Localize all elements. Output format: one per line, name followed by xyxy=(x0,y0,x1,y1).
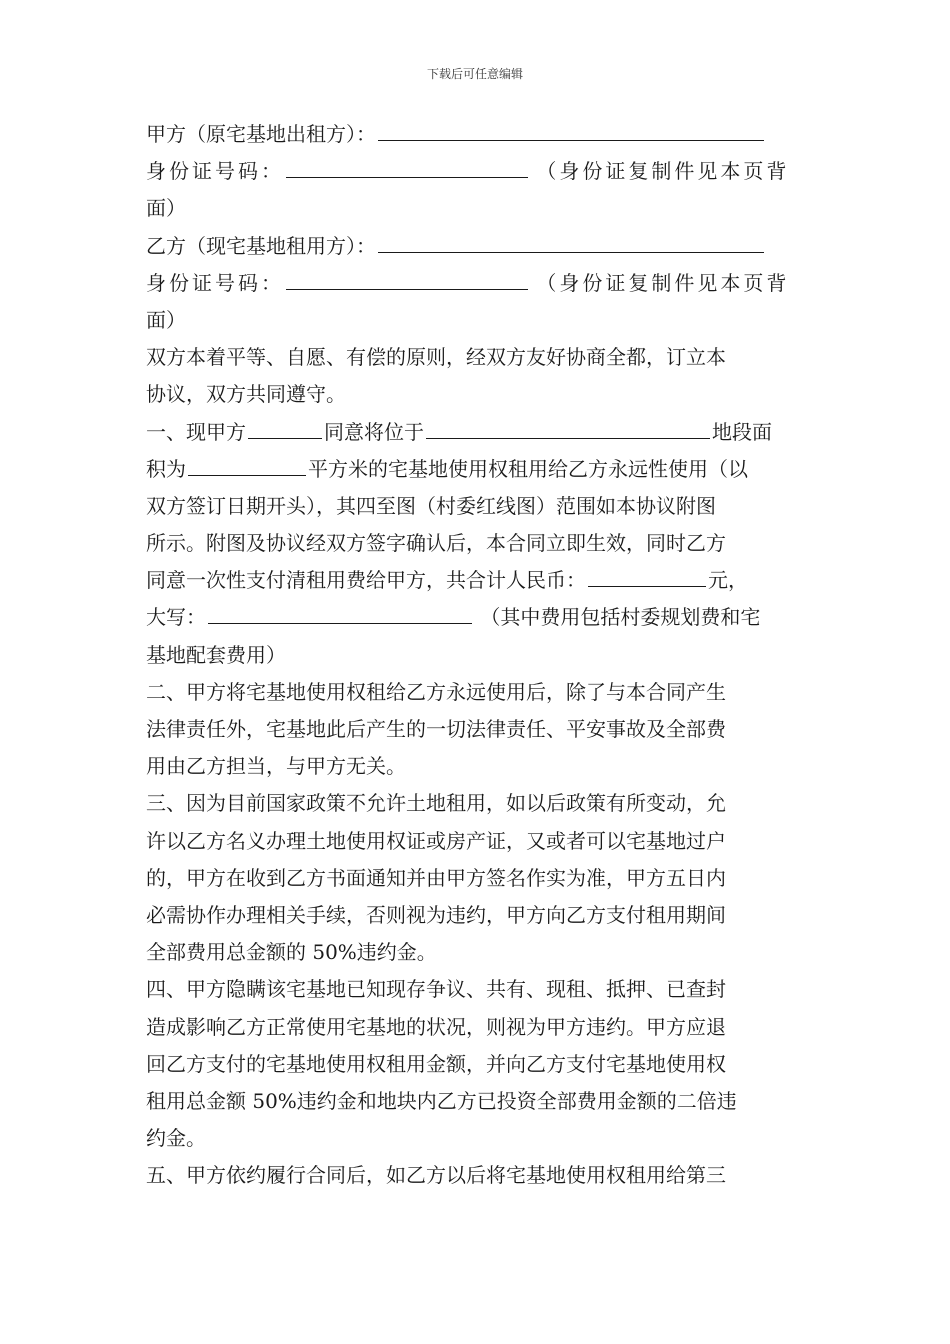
text-line xyxy=(146,934,806,971)
text-line xyxy=(146,190,806,227)
text-line xyxy=(146,339,806,376)
text-line xyxy=(146,376,806,413)
text-span: 协议，双方共同遵守。 xyxy=(146,382,346,407)
text-span: 租用总金额 50%违约金和地块内乙方已投资全部费用金额的二倍违 xyxy=(146,1088,737,1113)
text-span: 一、现甲方 xyxy=(146,419,246,444)
text-line xyxy=(146,785,806,822)
id-copy-note: （身份证复制件见本页背 xyxy=(536,270,790,295)
text-span: 同意一次性支付清租用费给甲方，共合计人民币： xyxy=(146,568,586,593)
clause-1-line xyxy=(146,414,806,451)
text-line xyxy=(146,711,806,748)
area-line xyxy=(146,451,806,488)
party-b-id-line xyxy=(146,265,806,302)
text-span: 地段面 xyxy=(712,419,772,444)
text-span: 五、甲方依约履行合同后，如乙方以后将宅基地使用权租用给第三 xyxy=(146,1163,726,1188)
text-span: 基地配套费用） xyxy=(146,642,286,667)
text-span: 的，甲方在收到乙方书面通知并由甲方签名作实为准，甲方五日内 xyxy=(146,865,726,890)
text-line xyxy=(146,674,806,711)
text-span: 约金。 xyxy=(146,1126,206,1151)
text-line xyxy=(146,1157,806,1194)
area-blank xyxy=(188,453,306,476)
party-a-id-blank xyxy=(286,155,528,178)
text-line xyxy=(146,1046,806,1083)
text-line xyxy=(146,302,806,339)
text-span: 许以乙方名义办理土地使用权证或房产证，又或者可以宅基地过户 xyxy=(146,828,726,853)
party-b-label: 乙方（现宅基地租用方）： xyxy=(146,233,376,258)
party-a-id-line xyxy=(146,153,806,190)
amount-line xyxy=(146,562,806,599)
text-span: 二、甲方将宅基地使用权租给乙方永远使用后，除了与本合同产生 xyxy=(146,679,726,704)
text-line xyxy=(146,823,806,860)
text-span: 面） xyxy=(146,307,186,332)
text-span: 法律责任外，宅基地此后产生的一切法律责任、平安事故及全部费 xyxy=(146,717,726,741)
text-span: 四、甲方隐瞒该宅基地已知现存争议、共有、现租、抵押、已查封 xyxy=(146,977,726,1002)
text-line xyxy=(146,1009,806,1046)
text-span: 三、因为目前国家政策不允许土地租用，如以后政策有所变动，允 xyxy=(146,791,726,816)
text-line xyxy=(146,1083,806,1120)
location-blank xyxy=(426,416,710,439)
text-span: 平方米的宅基地使用权租用给乙方永远性使用（以 xyxy=(308,456,748,481)
party-a-line xyxy=(146,116,806,153)
text-line xyxy=(146,1120,806,1157)
text-line xyxy=(146,488,806,525)
amount-words-line xyxy=(146,599,806,636)
party-b-line xyxy=(146,228,806,265)
text-line xyxy=(146,860,806,897)
text-span: 用由乙方担当，与甲方无关。 xyxy=(146,754,406,779)
id-copy-note: （身份证复制件见本页背 xyxy=(536,159,790,184)
text-span: 元， xyxy=(708,568,748,593)
text-span: 必需协作办理相关手续，否则视为违约，甲方向乙方支付租用期间 xyxy=(146,902,726,927)
page-header: 下载后可任意编辑 xyxy=(426,67,523,81)
id-number-label: 身份证号码： xyxy=(146,270,284,295)
text-span: 回乙方支付的宅基地使用权租用金额，并向乙方支付宅基地使用权 xyxy=(146,1051,726,1076)
text-span: 所示。附图及协议经双方签字确认后，本合同立即生效，同时乙方 xyxy=(146,531,726,556)
amount-words-blank xyxy=(208,601,472,624)
text-line xyxy=(146,971,806,1008)
party-a-label: 甲方（原宅基地出租方）： xyxy=(146,122,376,146)
id-number-label: 身份证号码： xyxy=(146,159,284,184)
text-span: 同意将位于 xyxy=(324,419,424,444)
text-span: 双方本着平等、自愿、有偿的原则，经双方友好协商全都，订立本 xyxy=(146,345,726,370)
text-span: 双方签订日期开头），其四至图（村委红线图）范围如本协议附图 xyxy=(146,493,716,518)
amount-blank xyxy=(588,564,706,587)
text-span: 造成影响乙方正常使用宅基地的状况，则视为甲方违约。甲方应退 xyxy=(146,1014,726,1039)
text-line xyxy=(146,897,806,934)
party-b-id-blank xyxy=(286,267,528,290)
text-span: 面） xyxy=(146,196,186,221)
text-line xyxy=(146,637,806,674)
text-line xyxy=(146,525,806,562)
party-a-blank xyxy=(378,118,764,141)
text-span: （其中费用包括村委规划费和宅 xyxy=(480,605,761,630)
text-span: 全部费用总金额的 50%违约金。 xyxy=(146,940,437,965)
party-b-blank xyxy=(378,230,764,253)
text-span: 积为 xyxy=(146,456,186,481)
text-line xyxy=(146,748,806,785)
contract-body xyxy=(146,116,806,1194)
party-a-name-blank xyxy=(248,416,322,439)
text-span: 大写： xyxy=(146,605,206,630)
